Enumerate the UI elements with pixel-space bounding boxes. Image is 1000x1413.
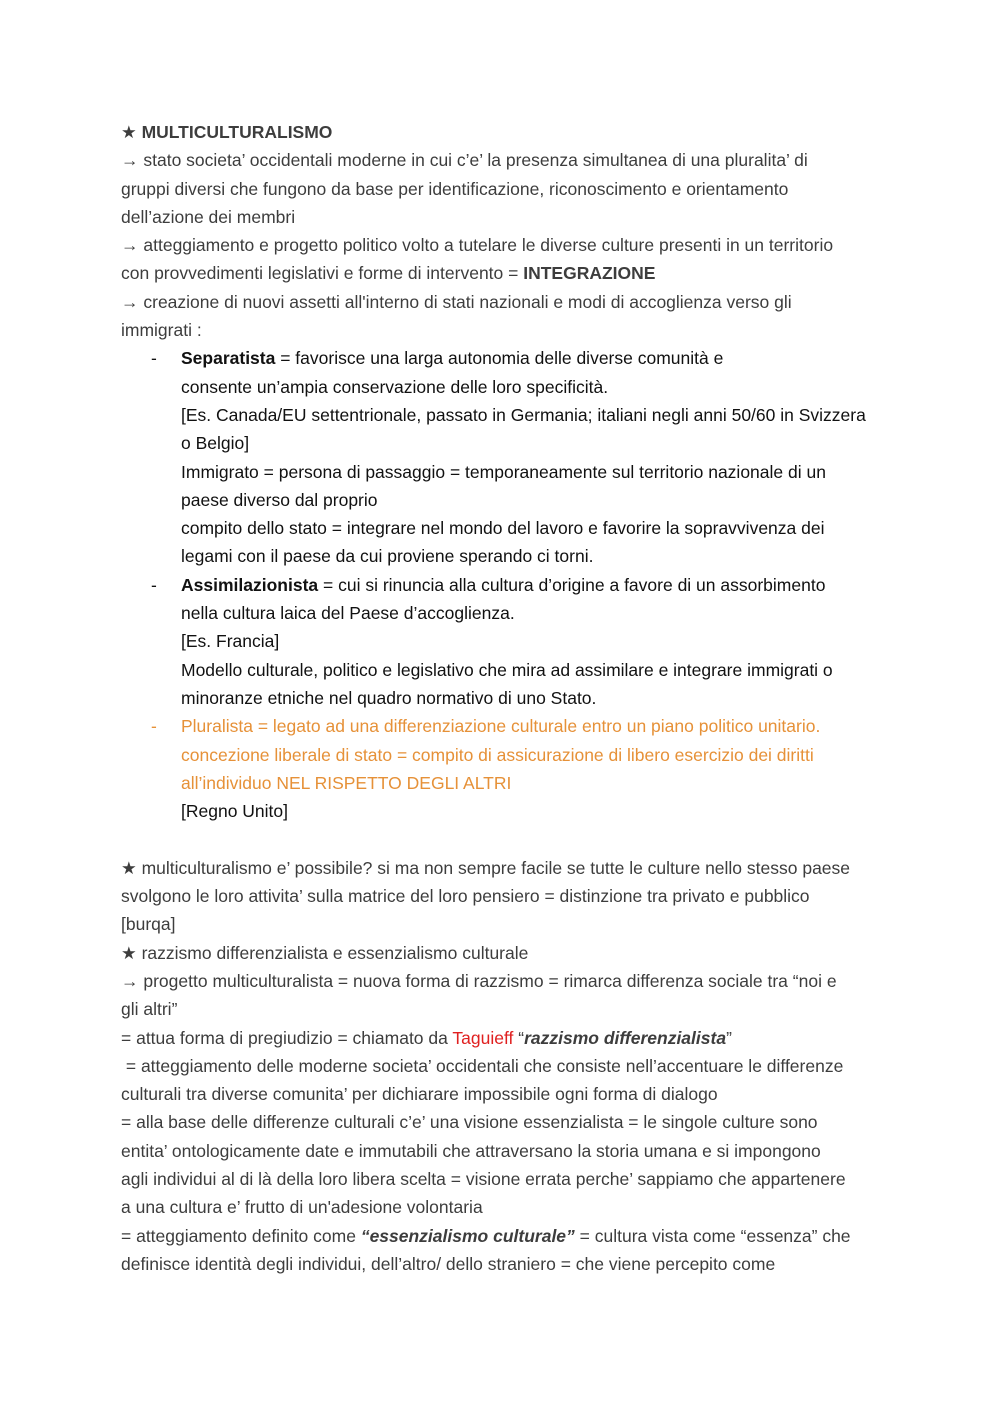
arrow-icon: → <box>121 150 139 171</box>
text-span: = cui si rinuncia alla cultura d’origine a favore di un assorbimento <box>318 574 826 595</box>
section-heading-razzismo <box>121 939 901 967</box>
text-line: progetto multiculturalista = nuova forma di razzismo = rimarca differenza sociale tra “noi e <box>143 970 837 991</box>
text-line <box>121 259 901 287</box>
text-span: = favorisce una larga autonomia delle diverse comunità e <box>275 348 724 369</box>
text-line: o Belgio] <box>181 433 250 454</box>
text-line: dell’azione dei membri <box>121 206 296 227</box>
text-line <box>121 1222 901 1250</box>
definition-line <box>121 146 901 174</box>
text-line: entita’ ontologicamente date e immutabili che attraversano la storia umana e si impongono <box>121 1140 821 1161</box>
text-line: Modello culturale, politico e legislativo che mira ad assimilare e integrare immigrati o <box>181 659 833 680</box>
text-line: all’individuo NEL RISPETTO DEGLI ALTRI <box>181 772 512 793</box>
essenzialismo-culturale-term: “essenzialismo culturale” <box>360 1225 575 1246</box>
assimilazionista-term: Assimilazionista <box>181 574 319 595</box>
document-page <box>121 118 901 1278</box>
paragraph-spacer <box>121 825 901 853</box>
text-line <box>121 344 901 372</box>
list-item-separatista <box>121 344 901 570</box>
text-line: consente un’ampia conservazione delle loro specificità. <box>181 376 609 397</box>
text-line: minoranze etniche nel quadro normativo di uno Stato. <box>181 687 597 708</box>
text-line: [Es. Canada/EU settentrionale, passato in Germania; italiani negli anni 50/60 in Svizzera <box>181 404 866 425</box>
text-line: paese diverso dal proprio <box>181 489 378 510</box>
text-line: gli altri” <box>121 999 178 1020</box>
text-line <box>121 1024 901 1052</box>
text-line: nella cultura laica del Paese d’accoglienza. <box>181 603 515 624</box>
text-line: Pluralista = legato ad una differenziazione culturale entro un piano politico unitario. <box>181 716 821 737</box>
text-line: = alla base delle differenze culturali c’e’ una visione essenzialista = le singole culture sono <box>121 1112 818 1133</box>
text-line: a una cultura e’ frutto di un'adesione volontaria <box>121 1197 483 1218</box>
text-span: = cultura vista come “essenza” che <box>574 1225 851 1246</box>
text-span: = atteggiamento definito come <box>121 1225 361 1246</box>
text-line: Immigrato = persona di passaggio = temporaneamente sul territorio nazionale di un <box>181 461 826 482</box>
star-icon: ★ <box>121 942 137 963</box>
text-line: stato societa’ occidentali moderne in cui c’e’ la presenza simultanea di una pluralita’ di <box>143 150 808 171</box>
razzismo-differenzialista-term: razzismo differenzialista <box>524 1027 727 1048</box>
taguieff-name: Taguieff <box>452 1027 514 1048</box>
text-line: gruppi diversi che fungono da base per identificazione, riconoscimento e orientamento <box>121 178 789 199</box>
text-line: [burqa] <box>121 914 176 935</box>
integrazione-term: INTEGRAZIONE <box>523 263 656 284</box>
separatista-term: Separatista <box>181 348 276 369</box>
text-span: “ <box>513 1027 525 1048</box>
text-line: multiculturalismo e’ possibile? si ma non sempre facile se tutte le culture nello stesso paese <box>141 857 851 878</box>
text-span: con provvedimenti legislativi e forme di intervento = <box>121 263 524 284</box>
heading-text: MULTICULTURALISMO <box>141 122 333 142</box>
definition-line <box>121 967 901 995</box>
text-line: legami con il paese da cui proviene sperando ci torni. <box>181 546 594 567</box>
section-heading-multiculturalismo <box>121 118 901 146</box>
bullet-dash: - <box>151 574 157 595</box>
text-line: atteggiamento e progetto politico volto a tutelare le diverse culture presenti in un territorio <box>143 235 834 256</box>
star-icon: ★ <box>121 857 137 878</box>
definition-line <box>121 288 901 316</box>
bullet-dash: - <box>151 348 157 369</box>
text-line <box>121 571 901 599</box>
text-line: [Es. Francia] <box>181 631 280 652</box>
text-line: compito dello stato = integrare nel mondo del lavoro e favorire la sopravvivenza dei <box>181 518 825 539</box>
text-line: creazione di nuovi assetti all'interno di stati nazionali e modi di accoglienza verso gli <box>143 291 792 312</box>
section-heading-question <box>121 854 901 882</box>
text-line: [Regno Unito] <box>181 801 289 822</box>
text-line: culturali tra diverse comunita’ per dichiarare impossibile ogni forma di dialogo <box>121 1084 718 1105</box>
text-line: concezione liberale di stato = compito di assicurazione di libero esercizio dei diritti <box>181 744 814 765</box>
arrow-icon: → <box>121 291 139 312</box>
text-span: ” <box>726 1027 732 1048</box>
arrow-icon: → <box>121 970 139 991</box>
definition-line <box>121 231 901 259</box>
text-line: definisce identità degli individui, dell’altro/ dello straniero = che viene percepito come <box>121 1253 776 1274</box>
arrow-icon: → <box>121 235 139 256</box>
text-line: = atteggiamento delle moderne societa’ occidentali che consiste nell’accentuare le differenze <box>121 1055 844 1076</box>
text-span: = attua forma di pregiudizio = chiamato da <box>121 1027 453 1048</box>
bullet-dash: - <box>151 716 157 737</box>
star-icon: ★ <box>121 122 137 142</box>
text-line: agli individui al di là della loro libera scelta = visione errata perche’ sappiamo che appartenere <box>121 1168 846 1189</box>
text-line: immigrati : <box>121 320 202 341</box>
text-line: svolgono le loro attivita’ sulla matrice del loro pensiero = distinzione tra privato e pubblico <box>121 886 810 907</box>
list-item-pluralista <box>121 712 901 825</box>
heading-text: razzismo differenzialista e essenzialismo culturale <box>141 942 529 963</box>
list-item-assimilazionista <box>121 571 901 712</box>
